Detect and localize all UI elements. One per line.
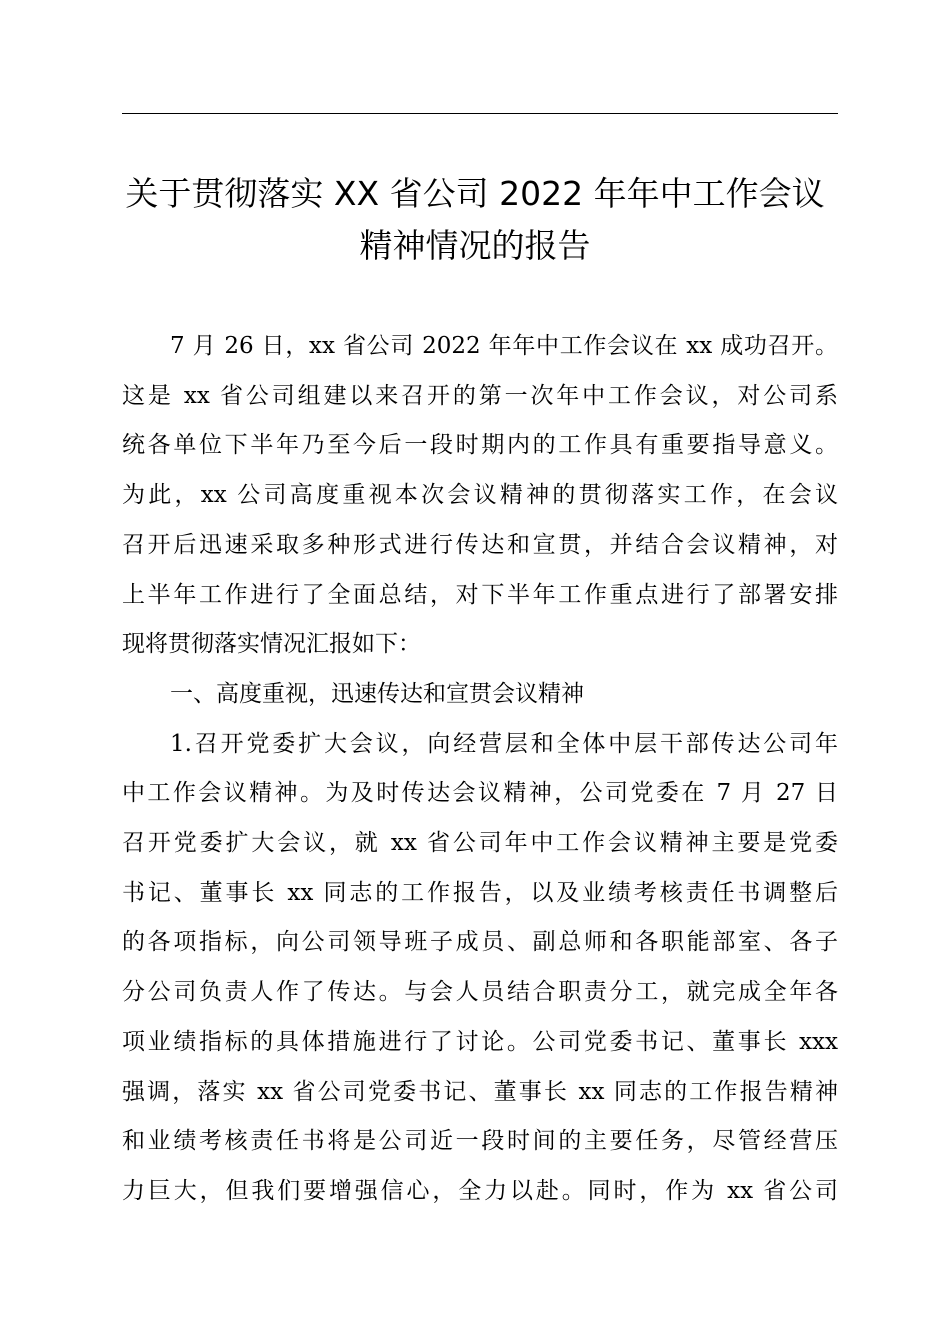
text-line: 书记、董事长 xx 同志的工作报告，以及业绩考核责任书调整后: [122, 879, 838, 906]
text-line: 召开党委扩大会议，就 xx 省公司年中工作会议精神主要是党委: [122, 830, 838, 857]
text-line: 统各单位下半年乃至今后一段时期内的工作具有重要指导意义。: [122, 432, 838, 459]
intro-paragraph: [122, 322, 838, 670]
text-line: 召开后迅速采取多种形式进行传达和宣贯，并结合会议精神，对: [122, 531, 838, 558]
document-title: [100, 168, 850, 272]
text-line: 现将贯彻落实情况汇报如下：: [122, 631, 421, 658]
section-paragraph: [122, 720, 838, 1217]
text-line: 一、高度重视，迅速传达和宣贯会议精神: [170, 680, 584, 707]
text-line: 和业绩考核责任书将是公司近一段时间的主要任务，尽管经营压: [122, 1128, 838, 1155]
text-line: 1.召开党委扩大会议，向经营层和全体中层干部传达公司年: [170, 730, 838, 757]
title-line: 关于贯彻落实 XX 省公司 2022 年年中工作会议: [125, 174, 825, 213]
text-line: 的各项指标，向公司领导班子成员、副总师和各职能部室、各子: [122, 929, 838, 956]
text-line: 分公司负责人作了传达。与会人员结合职责分工，就完成全年各: [122, 979, 838, 1006]
text-line: 上半年工作进行了全面总结，对下半年工作重点进行了部署安排: [122, 581, 838, 608]
document-body: [122, 322, 838, 1217]
text-line: 强调，落实 xx 省公司党委书记、董事长 xx 同志的工作报告精神: [122, 1078, 838, 1105]
header-rule: [122, 113, 838, 114]
section-heading: [122, 670, 838, 720]
text-line: 力巨大，但我们要增强信心，全力以赴。同时，作为 xx 省公司: [122, 1177, 838, 1204]
text-line: 项业绩指标的具体措施进行了讨论。公司党委书记、董事长 xxx: [122, 1028, 838, 1055]
title-line: 精神情况的报告: [359, 226, 591, 265]
text-line: 7 月 26 日，xx 省公司 2022 年年中工作会议在 xx 成功召开。: [170, 333, 838, 359]
text-line: 为此，xx 公司高度重视本次会议精神的贯彻落实工作，在会议: [122, 482, 838, 509]
text-line: 中工作会议精神。为及时传达会议精神，公司党委在 7 月 27 日: [122, 780, 838, 807]
text-line: 这是 xx 省公司组建以来召开的第一次年中工作会议，对公司系: [122, 382, 838, 409]
